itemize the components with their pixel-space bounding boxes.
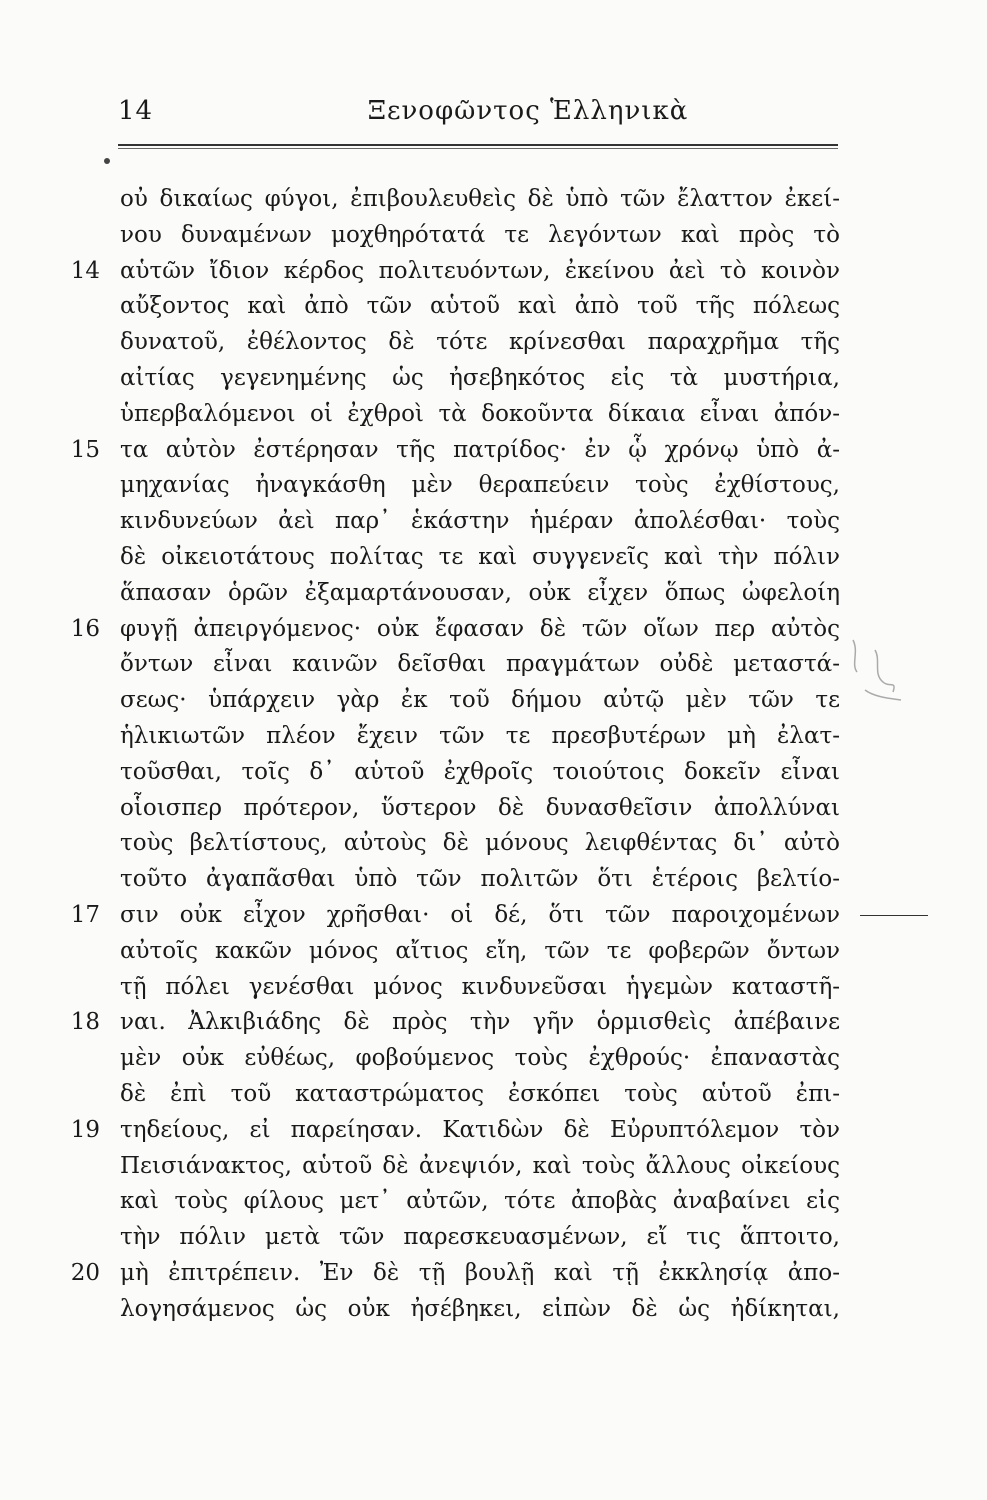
ink-speck: [104, 158, 110, 164]
text-line: [60, 1042, 850, 1078]
line-text: ἅπασαν ὁρῶν ἐξαμαρτάνουσαν, οὐκ εἶχεν ὅπως ὠφελοίη: [120, 579, 840, 606]
section-number: 15: [70, 436, 100, 463]
text-line: [60, 756, 850, 792]
line-text: δὲ ἐπὶ τοῦ καταστρώματος ἐσκόπει τοὺς αὑτοῦ ἐπι-: [120, 1080, 840, 1107]
page-header: [118, 96, 838, 136]
section-number: 20: [70, 1259, 100, 1286]
text-line: [60, 1006, 850, 1042]
line-text: τῇ πόλει γενέσθαι μόνος κινδυνεῦσαι ἡγεμὼν καταστῆ-: [120, 973, 840, 1000]
text-line: [60, 971, 850, 1007]
line-text: τοῦτο ἀγαπᾶσθαι ὑπὸ τῶν πολιτῶν ὅτι ἑτέροις βελτίο-: [120, 866, 840, 893]
text-line: [60, 863, 850, 899]
text-line: [60, 827, 850, 863]
line-text: τα αὐτὸν ἐστέρησαν τῆς πατρίδος· ἐν ᾧ χρόνῳ ὑπὸ ἀ-: [120, 436, 840, 463]
header-rule-thin: [118, 148, 838, 149]
section-number: 17: [70, 901, 100, 928]
line-text: κινδυνεύων ἀεὶ παρ᾽ ἑκάστην ἡμέραν ἀπολέσθαι· τοὺς: [120, 508, 840, 535]
line-text: μὴ ἐπιτρέπειν. Ἐν δὲ τῇ βουλῇ καὶ τῇ ἐκκλησίᾳ ἀπο-: [120, 1259, 840, 1286]
line-text: νου δυναμένων μοχθηρότατά τε λεγόντων καὶ πρὸς τὸ: [120, 221, 840, 248]
line-text: λογησάμενος ὡς οὐκ ἠσέβηκει, εἰπὼν δὲ ὡς ἠδίκηται,: [120, 1295, 840, 1322]
line-text: οὐ δικαίως φύγοι, ἐπιβουλευθεὶς δὲ ὑπὸ τῶν ἔλαττον ἐκεί-: [120, 186, 840, 212]
body-text: [60, 183, 850, 1329]
text-line: [60, 469, 850, 505]
text-line: [60, 1293, 850, 1329]
text-line: [60, 326, 850, 362]
text-line: [60, 899, 850, 935]
text-line: [60, 1078, 850, 1114]
section-number: 16: [70, 615, 100, 642]
text-line: [60, 1221, 850, 1257]
text-line: [60, 1185, 850, 1221]
line-text: δὲ οἰκειοτάτους πολίτας τε καὶ συγγενεῖς καὶ τὴν πόλιν: [120, 543, 840, 570]
section-number: 14: [70, 257, 100, 284]
text-line: [60, 1150, 850, 1186]
text-line: [60, 290, 850, 326]
pencil-marginalia: [845, 630, 915, 705]
line-text: καὶ τοὺς φίλους μετ᾽ αὐτῶν, τότε ἀποβὰς ἀναβαίνει εἰς: [120, 1188, 840, 1215]
line-text: τὴν πόλιν μετὰ τῶν παρεσκευασμένων, εἴ τις ἅπτοιτο,: [120, 1224, 840, 1251]
line-text: Πεισιάνακτος, αὑτοῦ δὲ ἀνεψιόν, καὶ τοὺς ἄλλους οἰκείους: [120, 1152, 840, 1179]
line-text: μηχανίας ἠναγκάσθη μὲν θεραπεύειν τοὺς ἐχθίστους,: [120, 472, 840, 499]
text-line: [60, 684, 850, 720]
line-text: αἰτίας γεγενημένης ὡς ἠσεβηκότος εἰς τὰ μυστήρια,: [120, 364, 840, 391]
text-line: [60, 434, 850, 470]
text-line: [60, 648, 850, 684]
line-text: αὑτῶν ἴδιον κέρδος πολιτευόντων, ἐκείνου ἀεὶ τὸ κοινὸν: [120, 257, 840, 284]
text-line: [60, 219, 850, 255]
text-line: [60, 541, 850, 577]
header-rule: [118, 144, 838, 146]
line-text: φυγῇ ἀπειργόμενος· οὐκ ἔφασαν δὲ τῶν οἵων περ αὐτὸς: [120, 615, 840, 642]
text-line: [60, 1257, 850, 1293]
text-line: [60, 183, 850, 219]
running-title: Ξενοφῶντος Ἑλληνικὰ: [367, 96, 689, 126]
section-number: 18: [70, 1009, 100, 1036]
line-text: οἷοισπερ πρότερον, ὕστερον δὲ δυνασθεῖσιν ἀπολλύναι: [120, 794, 840, 821]
line-text: μὲν οὐκ εὐθέως, φοβούμενος τοὺς ἐχθρούς· ἐπαναστὰς: [120, 1045, 840, 1072]
text-line: [60, 398, 850, 434]
text-line: [60, 935, 850, 971]
text-line: [60, 792, 850, 828]
section-number: 19: [70, 1116, 100, 1143]
line-text: αὔξοντος καὶ ἀπὸ τῶν αὑτοῦ καὶ ἀπὸ τοῦ τῆς πόλεως: [120, 293, 840, 320]
line-text: ὑπερβαλόμενοι οἱ ἐχθροὶ τὰ δοκοῦντα δίκαια εἶναι ἀπόν-: [120, 400, 840, 427]
text-line: [60, 362, 850, 398]
line-text: σιν οὐκ εἶχον χρῆσθαι· οἱ δέ, ὅτι τῶν παροιχομένων: [120, 901, 840, 928]
line-text: τοῦσθαι, τοῖς δ᾽ αὑτοῦ ἐχθροῖς τοιούτοις δοκεῖν εἶναι: [120, 758, 840, 785]
margin-dash: [860, 915, 928, 916]
line-text: αὐτοῖς κακῶν μόνος αἴτιος εἴη, τῶν τε φοβερῶν ὄντων: [120, 937, 840, 964]
line-text: τηδείους, εἰ παρείησαν. Κατιδὼν δὲ Εὐρυπτόλεμον τὸν: [120, 1116, 840, 1143]
line-text: δυνατοῦ, ἐθέλοντος δὲ τότε κρίνεσθαι παραχρῆμα τῆς: [120, 329, 840, 356]
text-line: [60, 720, 850, 756]
line-text: τοὺς βελτίστους, αὐτοὺς δὲ μόνους λειφθέντας δι᾽ αὐτὸ: [120, 830, 840, 857]
line-text: ἡλικιωτῶν πλέον ἔχειν τῶν τε πρεσβυτέρων μὴ ἐλατ-: [120, 722, 840, 749]
text-line: [60, 1114, 850, 1150]
text-line: [60, 613, 850, 649]
text-line: [60, 577, 850, 613]
line-text: ὄντων εἶναι καινῶν δεῖσθαι πραγμάτων οὐδὲ μεταστά-: [120, 651, 840, 678]
line-text: σεως· ὑπάρχειν γὰρ ἐκ τοῦ δήμου αὐτῷ μὲν τῶν τε: [120, 687, 840, 714]
text-line: [60, 255, 850, 291]
line-text: ναι. Ἀλκιβιάδης δὲ πρὸς τὴν γῆν ὁρμισθεὶς ἀπέβαινε: [120, 1009, 840, 1036]
page-number: 14: [118, 96, 154, 126]
text-line: [60, 505, 850, 541]
